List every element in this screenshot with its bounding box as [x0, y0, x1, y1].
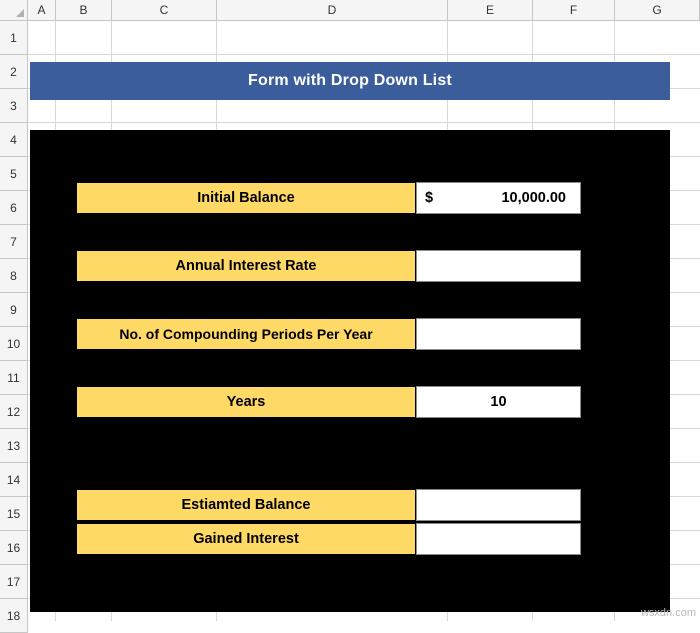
gridline-horizontal	[28, 122, 700, 123]
row-header-6[interactable]: 6	[0, 191, 28, 225]
currency-symbol: $	[425, 190, 434, 206]
label-years: Years	[76, 386, 416, 418]
input-initial-balance[interactable]	[416, 182, 581, 214]
row-header-16[interactable]: 16	[0, 531, 28, 565]
label-initial-balance: Initial Balance	[76, 182, 416, 214]
label-compounding-periods: No. of Compounding Periods Per Year	[76, 318, 416, 350]
row-header-strip	[0, 21, 28, 633]
row-header-9[interactable]: 9	[0, 293, 28, 327]
column-header-strip	[0, 0, 700, 21]
column-header-d[interactable]: D	[217, 0, 448, 21]
form-row-years	[76, 386, 581, 418]
input-compounding-periods[interactable]	[416, 318, 581, 350]
output-estimated-balance[interactable]	[416, 489, 581, 521]
form-row-compounding-periods	[76, 318, 581, 350]
column-header-g[interactable]: G	[615, 0, 700, 21]
row-header-2[interactable]: 2	[0, 55, 28, 89]
row-header-10[interactable]: 10	[0, 327, 28, 361]
row-header-11[interactable]: 11	[0, 361, 28, 395]
form-row-annual-interest-rate	[76, 250, 581, 282]
column-header-f[interactable]: F	[533, 0, 615, 21]
row-header-1[interactable]: 1	[0, 21, 28, 55]
row-header-3[interactable]: 3	[0, 89, 28, 123]
form-row-initial-balance	[76, 182, 581, 214]
form-title-banner: Form with Drop Down List	[30, 62, 670, 100]
label-gained-interest: Gained Interest	[76, 523, 416, 555]
input-years[interactable]	[416, 386, 581, 418]
form-panel	[30, 130, 670, 612]
label-estimated-balance: Estiamted Balance	[76, 489, 416, 521]
watermark-text: wsxdn.com	[640, 607, 696, 619]
form-row-estimated-balance	[76, 489, 581, 521]
row-header-5[interactable]: 5	[0, 157, 28, 191]
row-header-13[interactable]: 13	[0, 429, 28, 463]
column-header-a[interactable]: A	[28, 0, 56, 21]
row-header-14[interactable]: 14	[0, 463, 28, 497]
row-header-12[interactable]: 12	[0, 395, 28, 429]
label-annual-interest-rate: Annual Interest Rate	[76, 250, 416, 282]
gridline-horizontal	[28, 54, 700, 55]
row-header-17[interactable]: 17	[0, 565, 28, 599]
column-header-e[interactable]: E	[448, 0, 533, 21]
row-header-7[interactable]: 7	[0, 225, 28, 259]
column-header-c[interactable]: C	[112, 0, 217, 21]
row-header-8[interactable]: 8	[0, 259, 28, 293]
worksheet-grid[interactable]	[28, 21, 700, 621]
column-header-b[interactable]: B	[56, 0, 112, 21]
output-gained-interest[interactable]	[416, 523, 581, 555]
form-row-gained-interest	[76, 523, 581, 555]
value-years: 10	[490, 394, 507, 410]
input-annual-interest-rate[interactable]	[416, 250, 581, 282]
row-header-15[interactable]: 15	[0, 497, 28, 531]
value-initial-balance: 10,000.00	[501, 190, 566, 206]
row-header-18[interactable]: 18	[0, 599, 28, 633]
select-all-corner[interactable]	[0, 0, 28, 21]
row-header-4[interactable]: 4	[0, 123, 28, 157]
